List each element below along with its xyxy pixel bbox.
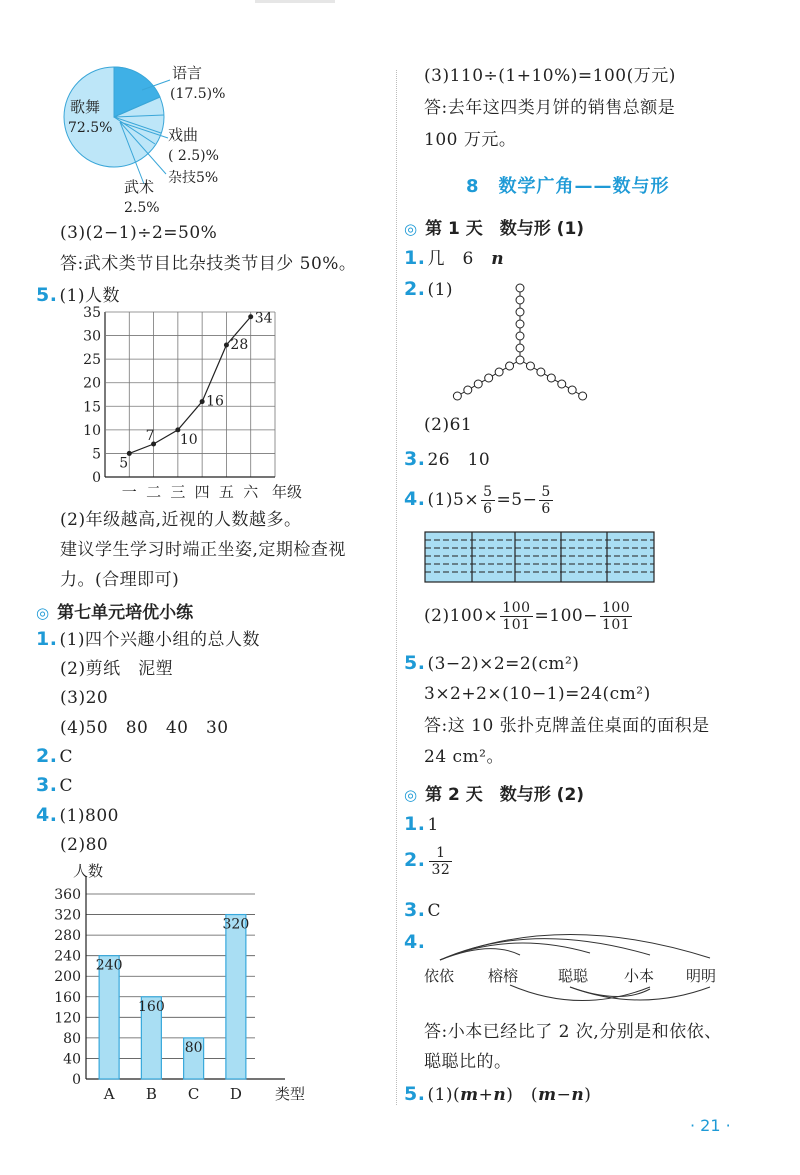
d1-q2-part2: (2)61 [424, 415, 473, 435]
bead [485, 374, 493, 382]
pie-label-zaji: 杂技5% [168, 170, 219, 186]
q5-line1: (3−2)×2=2(cm²) [427, 654, 580, 674]
y-tick-label: 240 [54, 948, 81, 965]
expr-part: ) ( [506, 1085, 539, 1105]
column-divider [396, 70, 397, 1105]
name-label: 聪聪 [558, 967, 589, 985]
y-tick-label: 160 [54, 989, 81, 1006]
x-tick-label: 五 [218, 483, 234, 501]
bead [568, 386, 576, 394]
left-line-1: (3)(2−1)÷2=50% [60, 223, 218, 243]
d1-q3 [404, 447, 490, 472]
bead [547, 374, 555, 382]
pie-label-wushu-pct: 2.5% [124, 200, 160, 216]
data-label: 320 [222, 916, 250, 933]
page-number: · 21 · [690, 1116, 731, 1135]
d1-q5-line4: 24 cm²。 [424, 747, 504, 767]
bead [516, 296, 524, 304]
right-line-1: (3)110÷(1+10%)=100(万元) [424, 66, 676, 86]
y-tick-label: 0 [72, 1072, 81, 1088]
bar [226, 915, 246, 1079]
y-tick-label: 120 [54, 1010, 81, 1027]
pie-label-gewu: 歌舞 [70, 98, 101, 116]
numerator: 5 [541, 484, 551, 500]
d2-q3 [404, 898, 441, 923]
pie-label-wushu: 武术 [124, 178, 155, 196]
u7-q2 [36, 744, 73, 769]
x-tick-label: C [187, 1085, 200, 1103]
q1-part1: (1)四个兴趣小组的总人数 [59, 630, 261, 650]
x-tick-label: A [103, 1085, 115, 1103]
expr-part: (1)5× [427, 490, 480, 510]
match-arc [510, 985, 650, 1001]
question-number: 1. [404, 813, 426, 835]
data-label: 5 [119, 455, 129, 472]
d1-q5-line3: 答:这 10 张扑克牌盖住桌面的面积是 [424, 716, 710, 736]
x-tick-label: 四 [194, 483, 210, 501]
x-tick-label: D [229, 1085, 242, 1103]
q4-part1: (1)800 [59, 806, 119, 826]
expr-part: ) [584, 1085, 592, 1105]
fraction [539, 484, 552, 517]
section-title: 第七单元培优小练 [57, 603, 194, 623]
y-tick-label: 40 [63, 1051, 81, 1068]
y-axis-label: 人数 [72, 862, 104, 880]
q5-head: (1)人数 [59, 286, 121, 306]
bar [99, 956, 119, 1079]
q2-part1: (1) [427, 280, 454, 300]
bead [474, 380, 482, 388]
y-tick-label: 80 [63, 1030, 81, 1047]
right-line-2a: 答:去年这四类月饼的销售总额是 [424, 98, 676, 118]
operator: − [556, 1085, 572, 1105]
y-tick-label: 5 [92, 446, 101, 463]
answer: C [59, 747, 73, 767]
answer: 1 [427, 815, 439, 835]
data-label: 7 [145, 428, 155, 444]
u7-q1-part2: (2)剪纸 泥塑 [60, 659, 174, 679]
y-tick-label: 200 [54, 969, 81, 986]
strip-figure [424, 531, 656, 585]
denominator: 6 [541, 501, 551, 517]
d1-q4 [404, 484, 555, 517]
x-tick-label: 一 [121, 483, 137, 501]
expr-part: (2)100× [424, 606, 499, 626]
chapter-title: 8 数学广角——数与形 [466, 176, 670, 197]
y-tick-label: 15 [83, 399, 101, 416]
numerator: 1 [429, 845, 452, 862]
question-number: 3. [404, 899, 426, 921]
right-line-2b: 100 万元。 [424, 130, 517, 150]
name-label: 榕榕 [488, 967, 519, 985]
bead [453, 392, 461, 400]
d1-q4-part2 [424, 600, 634, 633]
numerator: 100 [502, 600, 531, 616]
answer: 几 6 [427, 249, 492, 269]
data-point [248, 314, 253, 319]
d2-q5 [404, 1082, 591, 1107]
question-number: 2. [404, 278, 426, 300]
d1-q5 [404, 651, 579, 676]
bead [579, 392, 587, 400]
pie-label-gewu-pct: 72.5% [68, 120, 113, 136]
question-number: 1. [404, 247, 426, 269]
bead-figure [440, 280, 600, 410]
section-title: 第 1 天 数与形 (1) [425, 219, 585, 239]
name-label: 依依 [424, 967, 455, 985]
data-label: 28 [230, 337, 249, 353]
question-number: 1. [36, 628, 58, 650]
bead [516, 332, 524, 340]
bar-chart [50, 858, 310, 1108]
u7-q1-part4: (4)50 80 40 30 [60, 718, 229, 738]
u7-q4-part2: (2)80 [60, 835, 109, 855]
match-arc [440, 949, 520, 960]
variable-n: n [571, 1085, 585, 1105]
x-tick-label: B [145, 1085, 157, 1103]
question-number: 5. [404, 1083, 426, 1105]
question-number: 3. [36, 774, 58, 796]
denominator: 101 [502, 617, 531, 633]
expr-part: =100− [534, 606, 598, 626]
variable-m: m [538, 1085, 557, 1105]
y-tick-label: 360 [54, 887, 81, 903]
pie-label-yuyan: 语言 [172, 64, 203, 82]
bead [516, 284, 524, 292]
section-title: 第 2 天 数与形 (2) [425, 785, 585, 805]
data-label: 34 [254, 310, 273, 327]
d1-q5-line2: 3×2+2×(10−1)=24(cm²) [424, 684, 651, 704]
fraction [500, 600, 532, 633]
question-number: 5. [36, 284, 58, 306]
u7-q4 [36, 803, 119, 828]
fraction [600, 600, 632, 633]
section-heading-day1 [404, 214, 584, 239]
y-tick-label: 10 [83, 422, 101, 439]
data-label: 16 [206, 393, 224, 410]
x-axis-label: 年级 [271, 483, 303, 501]
numerator: 100 [601, 600, 631, 616]
question-number: 4. [36, 804, 58, 826]
section-marker-icon: ◎ [404, 220, 418, 238]
bead [506, 362, 514, 370]
y-tick-label: 35 [83, 305, 101, 321]
u7-q1-part3: (3)20 [60, 688, 109, 708]
pie-label-yuyan-pct: (17.5)% [170, 86, 226, 102]
bead [558, 380, 566, 388]
x-tick-label: 六 [243, 483, 259, 501]
bead [537, 368, 545, 376]
answer: 26 10 [427, 450, 491, 470]
bead [516, 320, 524, 328]
d2-q4-answer-b: 聪聪比的。 [424, 1052, 512, 1072]
name-label: 小本 [624, 967, 655, 985]
match-diagram [420, 925, 740, 1015]
bead [464, 386, 472, 394]
bead [516, 344, 524, 352]
pie-label-xiqu-pct: ( 2.5)% [168, 148, 219, 164]
bead [516, 356, 524, 364]
name-label: 明明 [686, 967, 717, 985]
d2-q2 [404, 845, 454, 878]
question-number: 2. [404, 849, 426, 871]
numerator: 5 [483, 484, 493, 500]
bead [526, 362, 534, 370]
expr-part: (1)( [427, 1085, 461, 1105]
y-tick-label: 280 [54, 928, 81, 945]
answer: C [59, 776, 73, 796]
fraction [481, 484, 494, 517]
top-edge-mark [255, 0, 335, 3]
line-chart [70, 300, 310, 505]
y-tick-label: 25 [83, 352, 101, 369]
y-tick-label: 30 [83, 328, 101, 345]
bead [516, 308, 524, 316]
y-tick-label: 20 [83, 375, 101, 392]
x-tick-label: 二 [146, 483, 162, 501]
denominator: 101 [601, 617, 631, 633]
denominator: 6 [483, 501, 493, 517]
q5-part3a: 建议学生学习时端正坐姿,定期检查视 [60, 540, 346, 560]
question-number: 2. [36, 745, 58, 767]
y-tick-label: 0 [92, 470, 101, 486]
data-label: 240 [95, 957, 123, 974]
bead [495, 368, 503, 376]
u7-q1 [36, 627, 260, 652]
d1-q1 [404, 246, 504, 271]
q5-part3b: 力。(合理即可) [60, 570, 180, 590]
section-heading-unit7 [36, 598, 193, 623]
question-number: 5. [404, 652, 426, 674]
data-point [224, 343, 229, 348]
x-tick-label: 三 [170, 483, 186, 501]
y-tick-label: 320 [54, 907, 81, 924]
d2-q1 [404, 812, 439, 837]
pie-chart [60, 60, 260, 220]
x-axis-label: 类型 [274, 1085, 306, 1103]
question-number: 4. [404, 488, 426, 510]
answer: C [427, 901, 441, 921]
u7-q3 [36, 773, 73, 798]
variable-m: m [460, 1085, 479, 1105]
data-label: 160 [138, 998, 165, 1015]
variable-n: n [493, 1085, 507, 1105]
data-label: 80 [184, 1039, 203, 1056]
section-marker-icon: ◎ [404, 786, 418, 804]
operator: + [478, 1085, 494, 1105]
data-point [200, 399, 205, 404]
fraction [429, 845, 452, 878]
question-number: 3. [404, 448, 426, 470]
left-line-2: 答:武术类节目比杂技类节目少 50%。 [60, 254, 357, 274]
pie-label-xiqu: 戏曲 [168, 126, 199, 144]
denominator: 32 [431, 862, 451, 878]
section-marker-icon: ◎ [36, 604, 50, 622]
variable-n: n [491, 249, 505, 269]
q5-part2: (2)年级越高,近视的人数越多。 [60, 510, 302, 530]
question-number: 4. [404, 931, 426, 953]
section-heading-day2 [404, 780, 584, 805]
d2-q4-answer-a: 答:小本已经比了 2 次,分别是和依依、 [424, 1022, 722, 1042]
data-label: 10 [179, 431, 198, 448]
expr-part: =5− [496, 490, 538, 510]
